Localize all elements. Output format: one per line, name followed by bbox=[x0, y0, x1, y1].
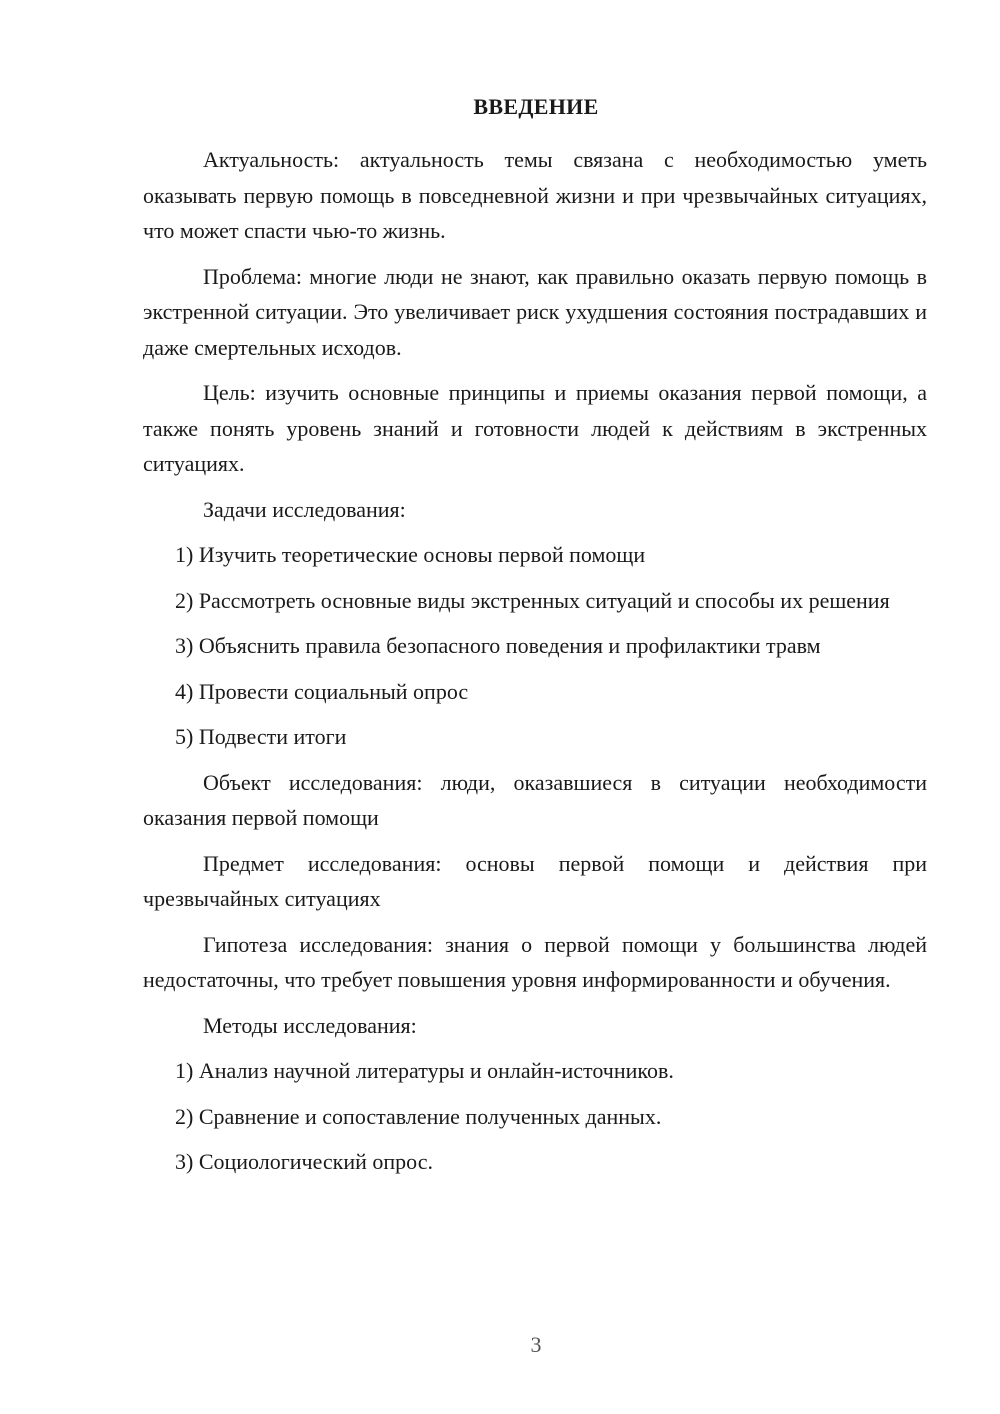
paragraph-goal: Цель: изучить основные принципы и приемы оказания первой помощи, а также понять уровень знаний и готовности людей к действиям в экстренных ситуациях. bbox=[143, 380, 927, 476]
page-number: 3 bbox=[530, 1332, 542, 1357]
page-title: ВВЕДЕНИЕ bbox=[473, 94, 599, 119]
task-item: 1) Изучить теоретические основы первой помощи bbox=[175, 542, 646, 567]
methods-heading: Методы исследования: bbox=[203, 1012, 417, 1038]
tasks-heading: Задачи исследования: bbox=[203, 496, 406, 522]
task-item: 5) Подвести итоги bbox=[175, 724, 347, 749]
paragraph-subject: Предмет исследования: основы первой помощи и действия при чрезвычайных ситуациях bbox=[143, 850, 927, 911]
paragraph-hypothesis: Гипотеза исследования: знания о первой помощи у большинства людей недостаточны, что требует повышения уровня информированности и обучения. bbox=[143, 931, 927, 992]
method-item: 2) Сравнение и сопоставление полученных данных. bbox=[175, 1103, 662, 1129]
paragraph-problem: Проблема: многие люди не знают, как правильно оказать первую помощь в экстренной ситуации. Это увеличивает риск ухудшения состояния пострадавших и даже смертельных исходов. bbox=[143, 263, 927, 360]
task-item: 4) Провести социальный опрос bbox=[175, 678, 469, 704]
body-text bbox=[143, 142, 927, 1190]
task-item: 3) Объяснить правила безопасного поведения и профилактики травм bbox=[175, 633, 821, 658]
method-item: 1) Анализ научной литературы и онлайн-источников. bbox=[175, 1058, 674, 1083]
paragraph-relevance: Актуальность: актуальность темы связана с необходимостью уметь оказывать первую помощь в повседневной жизни и при чрезвычайных ситуациях, что может спасти чью-то жизнь. bbox=[143, 147, 927, 243]
task-item: 2) Рассмотреть основные виды экстренных ситуаций и способы их решения bbox=[175, 587, 890, 613]
paragraph-object: Объект исследования: люди, оказавшиеся в ситуации необходимости оказания первой помощи bbox=[143, 769, 927, 830]
method-item: 3) Социологический опрос. bbox=[175, 1149, 433, 1174]
